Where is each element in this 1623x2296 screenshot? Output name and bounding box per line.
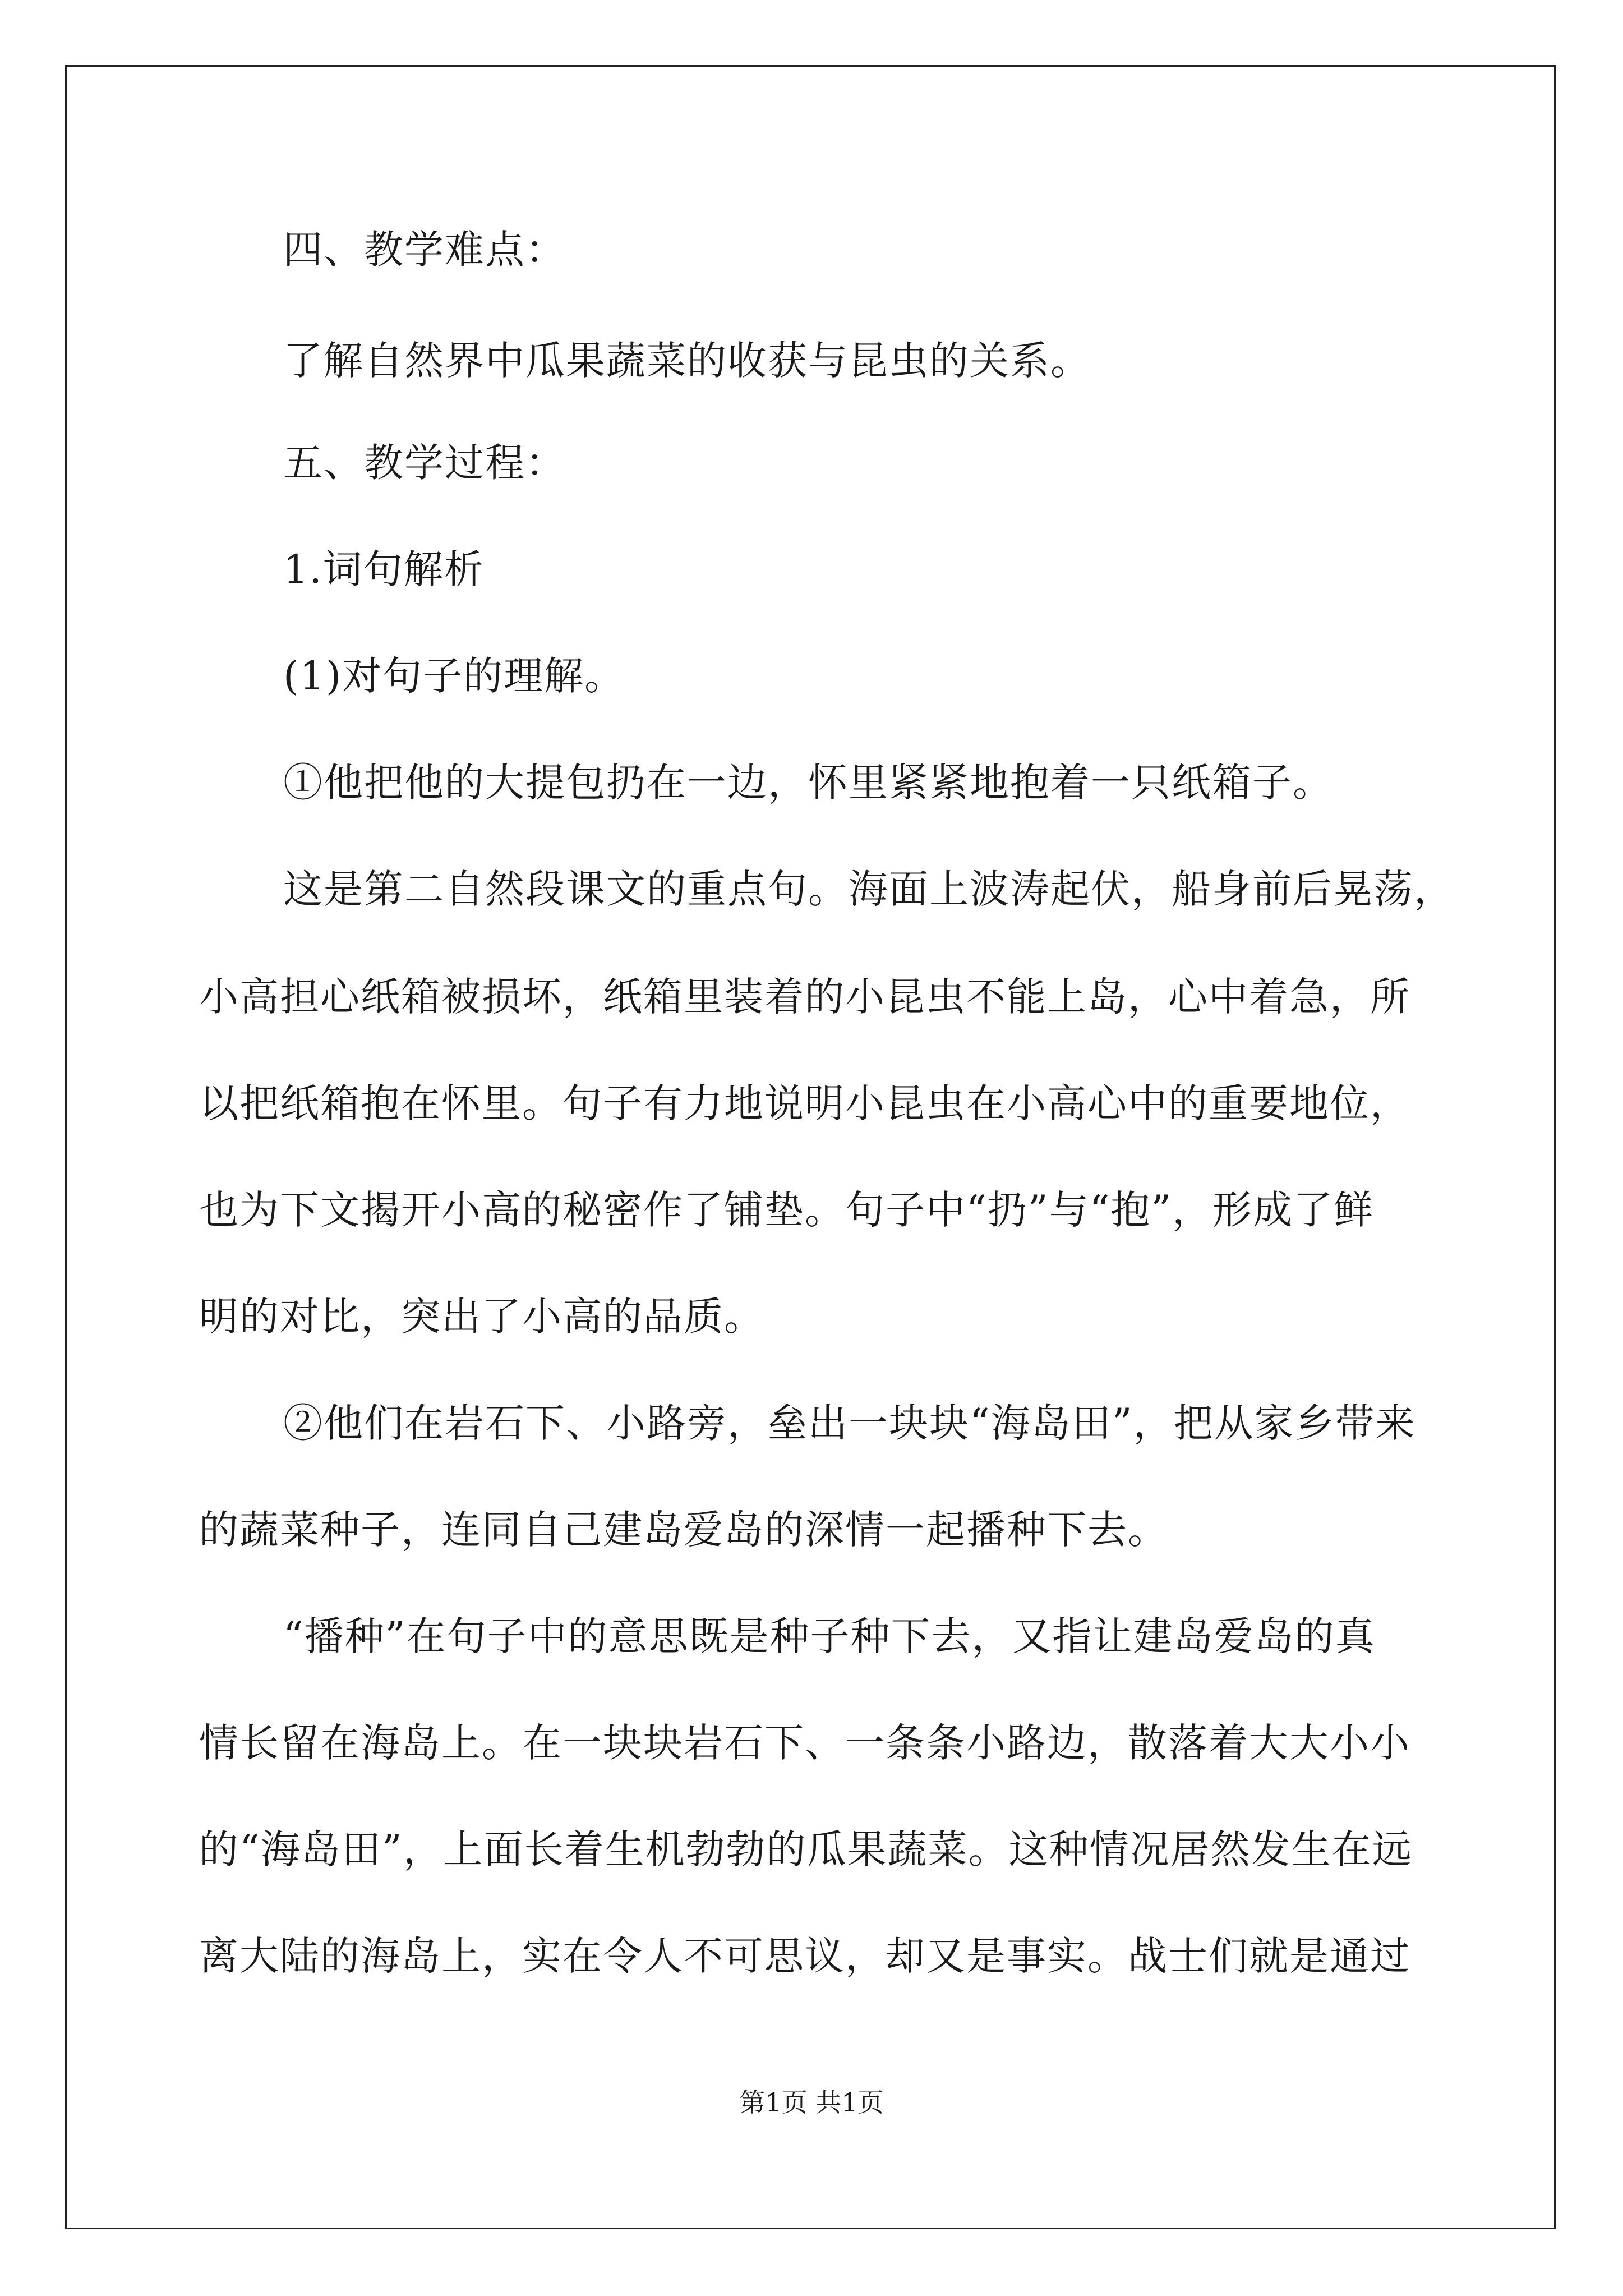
paragraph-line: 的蔬菜种子，连同自己建岛爱岛的深情一起播种下去。 bbox=[199, 1507, 1168, 1553]
paragraph-line: 以把纸箱抱在怀里。句子有力地说明小昆虫在小高心中的重要地位， bbox=[199, 1080, 1410, 1126]
paragraph-line: 了解自然界中瓜果蔬菜的收获与昆虫的关系。 bbox=[283, 338, 1091, 384]
subheading-sentence-understanding: (1)对句子的理解。 bbox=[283, 653, 625, 699]
paragraph-line: 这是第二自然段课文的重点句。海面上波涛起伏，船身前后晃荡， bbox=[283, 866, 1454, 912]
subheading-word-analysis: 1.词句解析 bbox=[283, 546, 485, 592]
page-footer: 第1页 共1页 bbox=[739, 2087, 884, 2118]
paragraph-line: 小高担心纸箱被损坏，纸箱里装着的小昆虫不能上岛，心中着急，所 bbox=[199, 974, 1410, 1020]
example-sentence-2: ②他们在岩石下、小路旁，垒出一块块“海岛田”，把从家乡带来 bbox=[283, 1400, 1416, 1446]
paragraph-line: 情长留在海岛上。在一块块岩石下、一条条小路边，散落着大大小小 bbox=[199, 1720, 1410, 1766]
paragraph-line: “播种”在句子中的意思既是种子种下去，又指让建岛爱岛的真 bbox=[283, 1613, 1376, 1659]
section-heading-difficulty: 四、教学难点： bbox=[283, 227, 566, 273]
paragraph-line: 的“海岛田”，上面长着生机勃勃的瓜果蔬菜。这种情况居然发生在远 bbox=[199, 1826, 1413, 1872]
section-heading-process: 五、教学过程： bbox=[283, 440, 566, 486]
example-sentence-1: ①他把他的大提包扔在一边，怀里紧紧地抱着一只纸箱子。 bbox=[283, 760, 1333, 806]
paragraph-line: 明的对比，突出了小高的品质。 bbox=[199, 1294, 764, 1340]
paragraph-line: 也为下文揭开小高的秘密作了铺垫。句子中“扔”与“抱”，形成了鲜 bbox=[199, 1187, 1375, 1233]
paragraph-line: 离大陆的海岛上，实在令人不可思议，却又是事实。战士们就是通过 bbox=[199, 1933, 1410, 1979]
